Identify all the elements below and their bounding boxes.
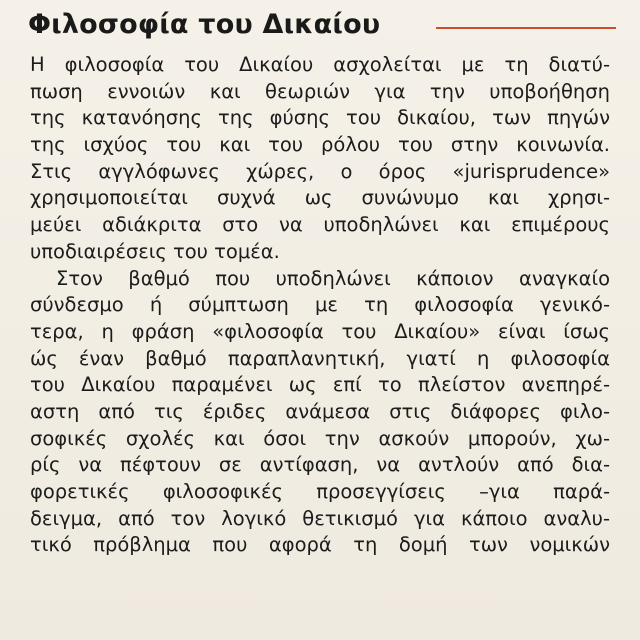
paragraph-2-line: σοφικές σχολές και όσοι την ασκούν μπορούν, χω- (30, 426, 610, 450)
paragraph-1-line: μεύει αδιάκριτα στο να υποδηλώνει και επιμέρους (30, 213, 610, 237)
paragraph-2-line: αστη από τις έριδες ανάμεσα στις διάφορες φιλο- (30, 399, 610, 423)
paragraph-2-line: τικό πρόβλημα που αφορά τη δομή των νομικών (30, 533, 610, 557)
paragraph-2-line: Στον βαθμό που υποδηλώνει κάποιον αναγκαίο (56, 266, 610, 290)
paragraph-1-line: Στις αγγλόφωνες χώρες, ο όρος «jurisprudence» (30, 159, 610, 183)
paragraph-2-line: δειγμα, από τον λογικό θετικισμό για κάποιο αναλυ- (30, 506, 610, 530)
paragraph-2-line: φορετικές φιλοσοφικές προσεγγίσεις –για παρά- (30, 480, 610, 503)
paragraph-1-line: της ισχύος του και του ρόλου του στην κοινωνία. (30, 133, 610, 157)
paragraph-2-line: τερα, η φράση «φιλοσοφία του Δικαίου» είναι ίσως (30, 319, 610, 343)
paragraph-1-line: Η φιλοσοφία του Δικαίου ασχολείται με τη διατύ- (30, 53, 610, 76)
paragraph-2-line: του Δικαίου παραμένει ως επί το πλείστον ανεπηρέ- (30, 373, 610, 397)
paragraph-1-line: της κατανόησης της φύσης του δικαίου, των πηγών (30, 106, 610, 130)
paragraph-1-line: υποδιαιρέσεις του τομέα. (30, 239, 280, 263)
paragraph-2-line: ώς έναν βαθμό παραπλανητική, γιατί η φιλοσοφία (30, 346, 610, 370)
title-accent-rule (436, 27, 616, 29)
paragraph-2-line: ρίς να πέφτουν σε αντίφαση, να αντλούν από δια- (30, 453, 610, 477)
paragraph-1-line: πωση εννοιών και θεωριών για την υποβοήθηση (30, 79, 610, 103)
article-title: Φιλοσοφία του Δικαίου (28, 9, 381, 40)
article-body (30, 52, 610, 559)
article-header (28, 6, 628, 46)
paragraph-1-line: χρησιμοποιείται συχνά ως συνώνυμο και χρησι- (30, 186, 610, 210)
paragraph-2-line: σύνδεσμο ή σύμπτωση με τη φιλοσοφία γενικό- (30, 293, 610, 317)
